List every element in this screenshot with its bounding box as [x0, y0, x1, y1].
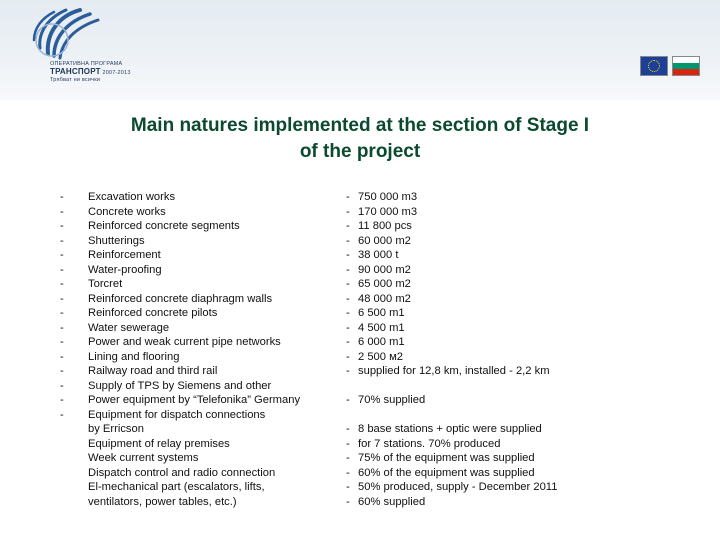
bullet-dash: - — [60, 307, 64, 319]
title-line1: Main natures implemented at the section of Stage I — [130, 115, 590, 136]
work-item — [60, 437, 338, 452]
work-item-text: ventilators, power tables, etc.) — [88, 495, 237, 508]
work-item — [60, 480, 338, 495]
quantity-item — [346, 263, 557, 278]
bullet-dash: - — [346, 350, 350, 363]
bullet-dash: - — [60, 350, 64, 363]
flags — [640, 56, 700, 76]
bullet-dash: - — [346, 220, 350, 232]
quantity-item-text: 11 800 pcs — [358, 220, 412, 232]
bullet-dash: - — [60, 292, 64, 305]
bullet-dash: - — [346, 191, 350, 203]
work-item-text: Power equipment by “Telefonika” Germany — [88, 394, 301, 406]
title-line2: of the project — [299, 141, 421, 162]
quantity-item — [346, 466, 557, 481]
quantity-item — [346, 437, 557, 452]
logo-text — [50, 61, 131, 84]
bullet-dash: - — [346, 307, 350, 319]
work-item-text: Reinforced concrete segments — [88, 220, 240, 232]
bullet-dash: - — [60, 278, 64, 290]
quantity-item-text: 6 500 m1 — [358, 307, 405, 319]
quantity-item-text: 170 000 m3 — [358, 205, 418, 218]
quantity-item — [346, 277, 557, 292]
bullet-dash — [346, 408, 358, 423]
quantity-item — [346, 205, 557, 220]
bullet-dash — [60, 422, 88, 437]
quantity-item — [346, 248, 557, 263]
bullet-dash: - — [60, 408, 64, 421]
bullet-dash: - — [346, 278, 350, 290]
quantity-item — [346, 408, 557, 423]
quantity-item — [346, 451, 557, 466]
work-item-text: Reinforced concrete pilots — [88, 307, 218, 319]
quantity-item — [346, 379, 557, 394]
bullet-dash: - — [60, 263, 64, 276]
quantity-item — [346, 393, 557, 408]
bullet-dash: - — [60, 336, 64, 348]
bullet-dash: - — [346, 263, 350, 276]
quantity-item-text: 60% of the equipment was supplied — [358, 466, 535, 479]
quantity-item-text: 90 000 m2 — [358, 263, 411, 276]
work-item — [60, 219, 338, 234]
op-transport-logo — [18, 4, 138, 94]
bullet-dash: - — [346, 292, 350, 305]
quantity-item-text: 60% supplied — [358, 495, 426, 508]
quantity-item-text: 50% produced, supply - December 2011 — [358, 481, 558, 493]
bullet-dash: - — [346, 234, 350, 247]
works-list — [60, 190, 338, 509]
quantity-item — [346, 219, 557, 234]
page-title — [70, 113, 650, 165]
bullet-dash: - — [346, 452, 350, 464]
bullet-dash: - — [60, 234, 64, 247]
work-item — [60, 451, 338, 466]
quantity-item-text: 750 000 m3 — [358, 191, 418, 203]
quantity-item — [346, 335, 557, 350]
bullet-dash: - — [346, 466, 350, 479]
work-item-text: Equipment for dispatch connections — [88, 408, 266, 421]
work-item-text: Excavation works — [88, 191, 176, 203]
work-item-text: Equipment of relay premises — [88, 437, 230, 450]
quantity-item — [346, 495, 557, 510]
work-item-text: Reinforced concrete diaphragm walls — [88, 292, 273, 305]
quantities-list — [346, 190, 557, 509]
bullet-dash: - — [346, 321, 350, 334]
work-item — [60, 335, 338, 350]
work-item-text: Power and weak current pipe networks — [88, 336, 281, 348]
work-item — [60, 292, 338, 307]
quantity-item — [346, 234, 557, 249]
quantity-item-text: 75% of the equipment was supplied — [358, 452, 535, 464]
quantity-item-text: supplied for 12,8 km, installed - 2,2 km — [358, 365, 550, 377]
quantity-item-text: 65 000 m2 — [358, 278, 411, 290]
bullet-dash: - — [346, 481, 350, 493]
bullet-dash: - — [346, 495, 350, 508]
work-item — [60, 277, 338, 292]
logo-text-line3: Трябват ни всички — [50, 77, 101, 83]
work-item — [60, 466, 338, 481]
quantity-item — [346, 190, 557, 205]
logo-text-line1: ОПЕРАТИВНА ПРОГРАМА — [50, 61, 123, 67]
work-item-text: Water sewerage — [88, 321, 170, 334]
bullet-dash: - — [60, 191, 64, 203]
quantity-item — [346, 306, 557, 321]
work-item — [60, 306, 338, 321]
bullet-dash — [346, 379, 358, 394]
work-item-text: Shutterings — [88, 234, 145, 247]
work-item — [60, 234, 338, 249]
work-item-text: Water-proofing — [88, 263, 162, 276]
quantity-item-text: 60 000 m2 — [358, 234, 411, 247]
quantity-item — [346, 292, 557, 307]
logo-text-line2: ТРАНСПОРТ — [50, 67, 101, 76]
work-item — [60, 393, 338, 408]
bullet-dash — [60, 466, 88, 481]
work-item-text: by Erricson — [88, 423, 144, 435]
work-item — [60, 364, 338, 379]
work-item-text: Railway road and third rail — [88, 365, 218, 377]
quantity-item — [346, 321, 557, 336]
bullet-dash: - — [60, 205, 64, 218]
bullet-dash: - — [60, 379, 64, 392]
bullet-dash: - — [60, 394, 64, 406]
work-item-text: Torcret — [88, 278, 123, 290]
bullet-dash: - — [346, 249, 350, 261]
bullet-dash: - — [346, 437, 350, 450]
work-item — [60, 248, 338, 263]
bullet-dash — [60, 437, 88, 452]
work-item-text: Supply of TPS by Siemens and other — [88, 379, 272, 392]
work-item — [60, 379, 338, 394]
quantity-item-text: 4 500 m1 — [358, 321, 405, 334]
bullet-dash: - — [60, 365, 64, 377]
bullet-dash: - — [346, 423, 350, 435]
work-item — [60, 205, 338, 220]
work-item-text: Week current systems — [88, 452, 199, 464]
work-item — [60, 495, 338, 510]
work-item-text: Concrete works — [88, 205, 166, 218]
bulgaria-flag-icon — [672, 56, 700, 76]
quantity-item-text: 2 500 м2 — [358, 350, 404, 363]
bullet-dash: - — [60, 321, 64, 334]
work-item-text: Reinforcement — [88, 249, 161, 261]
quantity-item-text: 38 000 t — [358, 249, 399, 261]
work-item-text: Lining and flooring — [88, 350, 180, 363]
bullet-dash: - — [346, 365, 350, 377]
bullet-dash — [60, 480, 88, 495]
op-transport-logo-icon — [18, 4, 138, 64]
quantity-item-text: 8 base stations + optic were supplied — [358, 423, 542, 435]
quantity-item-text: for 7 stations. 70% produced — [358, 437, 501, 450]
quantity-item — [346, 364, 557, 379]
work-item — [60, 350, 338, 365]
bullet-dash — [60, 451, 88, 466]
logo-text-years: 2007-2013 — [102, 70, 131, 76]
work-item — [60, 190, 338, 205]
bullet-dash: - — [346, 394, 350, 406]
quantity-item-text: 70% supplied — [358, 394, 426, 406]
quantity-item-text: 48 000 m2 — [358, 292, 411, 305]
work-item — [60, 263, 338, 278]
work-item-text: El-mechanical part (escalators, lifts, — [88, 481, 265, 493]
quantity-item — [346, 350, 557, 365]
work-item — [60, 408, 338, 423]
bullet-dash: - — [346, 205, 350, 218]
quantity-item — [346, 422, 557, 437]
work-item — [60, 422, 338, 437]
quantity-item-text: 6 000 m1 — [358, 336, 405, 348]
bullet-dash: - — [346, 336, 350, 348]
work-item-text: Dispatch control and radio connection — [88, 466, 276, 479]
quantity-item — [346, 480, 557, 495]
bullet-dash — [60, 495, 88, 510]
bullet-dash: - — [60, 249, 64, 261]
eu-flag-icon — [640, 56, 668, 76]
work-item — [60, 321, 338, 336]
bullet-dash: - — [60, 220, 64, 232]
